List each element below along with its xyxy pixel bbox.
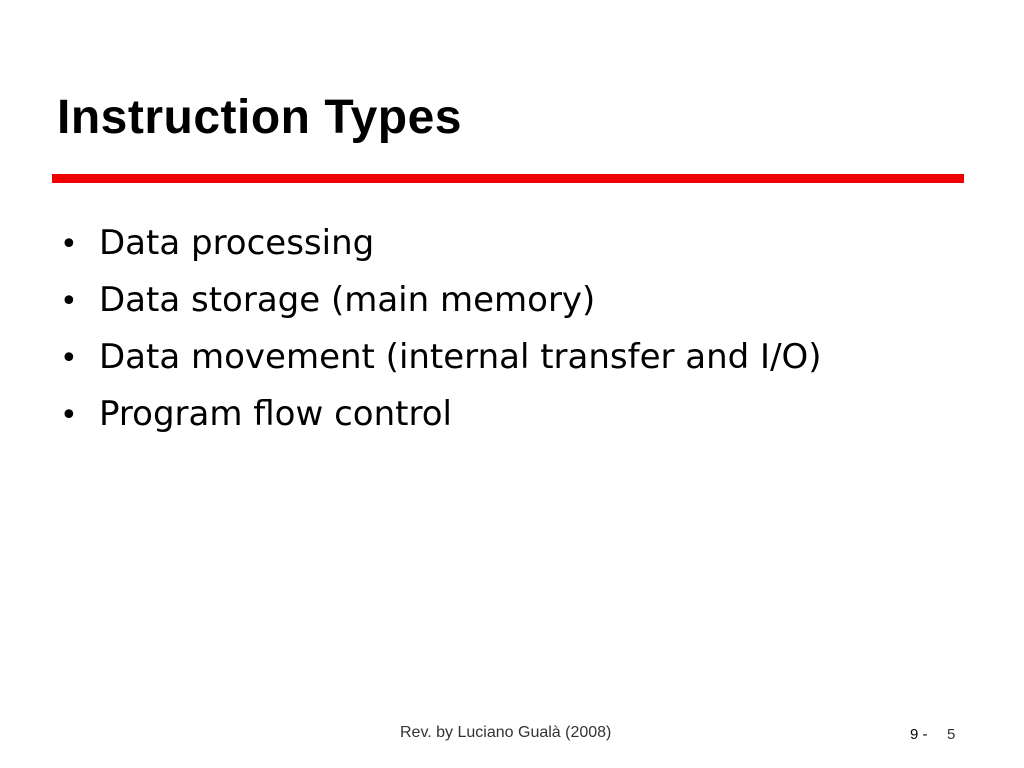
- list-item-text: Data processing: [99, 223, 375, 263]
- bullet-list: [60, 215, 822, 443]
- footer-page-number: 5: [947, 726, 956, 743]
- footer-chapter-number: 9 -: [910, 726, 928, 743]
- title-underline: [52, 174, 964, 183]
- bullet-icon: •: [60, 284, 78, 319]
- list-item-text: Data movement (internal transfer and I/O): [99, 337, 822, 377]
- footer-credit: Rev. by Luciano Gualà (2008): [400, 724, 612, 741]
- slide-title: Instruction Types: [57, 91, 462, 144]
- bullet-icon: •: [60, 341, 78, 376]
- list-item-text: Program flow control: [99, 394, 452, 434]
- bullet-icon: •: [60, 227, 78, 262]
- list-item: [60, 272, 822, 329]
- list-item-text: Data storage (main memory): [99, 280, 596, 320]
- bullet-icon: •: [60, 398, 78, 433]
- list-item: [60, 329, 822, 386]
- list-item: [60, 215, 822, 272]
- list-item: [60, 386, 822, 443]
